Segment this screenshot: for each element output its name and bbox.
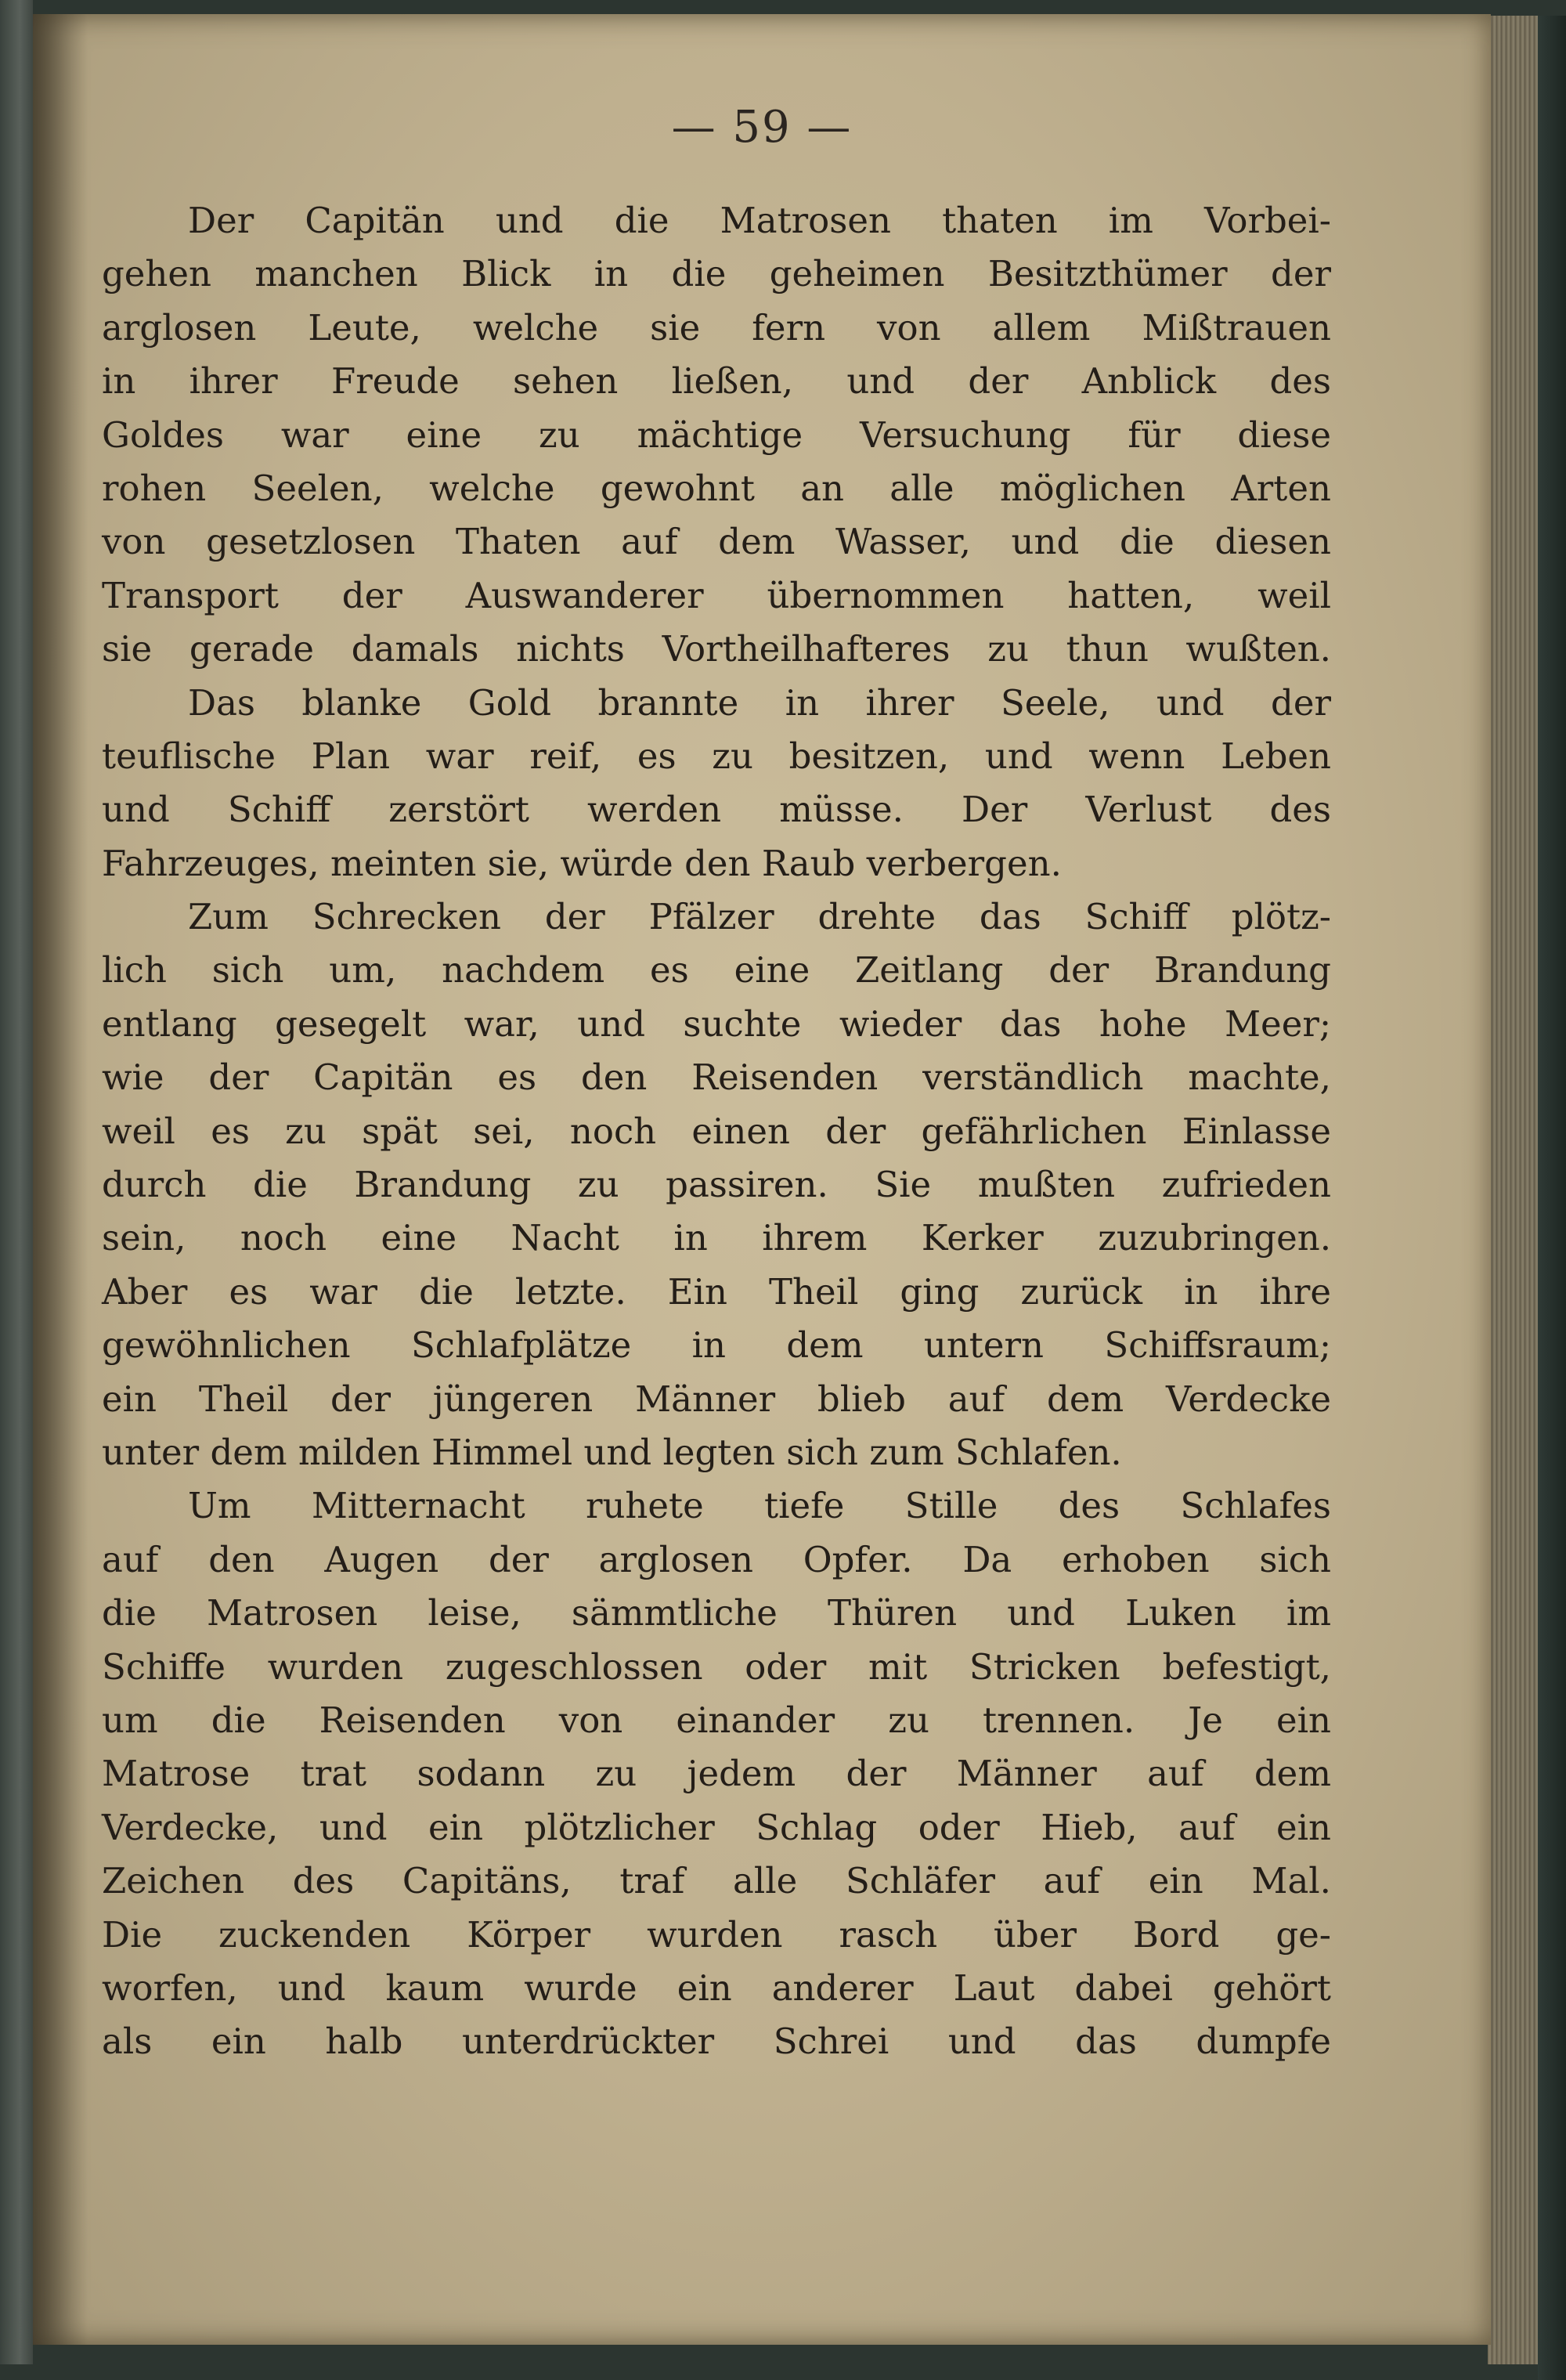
text-line: Schiffe wurden zugeschlossen oder mit Stricken befestigt, bbox=[102, 1645, 1331, 1688]
text-line: unter dem milden Himmel und legten sich zum Schlafen. bbox=[102, 1431, 1122, 1473]
text-line: worfen, und kaum wurde ein anderer Laut dabei gehört bbox=[102, 1966, 1331, 2009]
text-line: gehen manchen Blick in die geheimen Besitzthümer der bbox=[102, 253, 1331, 295]
text-line: arglosen Leute, welche sie fern von allem Mißtrauen bbox=[102, 306, 1331, 349]
book-cover-right bbox=[1538, 16, 1566, 2380]
text-line: von gesetzlosen Thaten auf dem Wasser, und die diesen bbox=[102, 521, 1331, 563]
text-line: sein, noch eine Nacht in ihrem Kerker zuzubringen. bbox=[102, 1217, 1331, 1259]
text-line: Fahrzeuges, meinten sie, würde den Raub verbergen. bbox=[102, 842, 1062, 884]
text-line: rohen Seelen, welche gewohnt an alle möglichen Arten bbox=[102, 467, 1331, 509]
text-line: teuflische Plan war reif, es zu besitzen, und wenn Leben bbox=[102, 735, 1331, 777]
book-cover-left bbox=[0, 0, 33, 2364]
body-text bbox=[102, 194, 1331, 2069]
text-line: entlang gesegelt war, und suchte wieder das hohe Meer; bbox=[102, 1002, 1331, 1045]
text-line: durch die Brandung zu passiren. Sie mußten zufrieden bbox=[102, 1164, 1331, 1206]
page-number: — 59 — bbox=[671, 102, 853, 153]
text-line: und Schiff zerstört werden müsse. Der Verlust des bbox=[102, 789, 1331, 831]
text-line: Die zuckenden Körper wurden rasch über Bord ge- bbox=[102, 1913, 1331, 1956]
text-line: die Matrosen leise, sämmtliche Thüren und Luken im bbox=[102, 1592, 1331, 1634]
gutter-shadow bbox=[33, 14, 88, 2345]
text-line: gewöhnlichen Schlafplätze in dem untern Schiffsraum; bbox=[102, 1324, 1331, 1367]
text-line: Um Mitternacht ruhete tiefe Stille des Schlafes bbox=[188, 1485, 1331, 1527]
text-line: wie der Capitän es den Reisenden verständlich machte, bbox=[102, 1056, 1331, 1099]
text-line: lich sich um, nachdem es eine Zeitlang der Brandung bbox=[102, 949, 1331, 991]
text-line: Aber es war die letzte. Ein Theil ging zurück in ihre bbox=[102, 1270, 1331, 1313]
text-line: Zum Schrecken der Pfälzer drehte das Schiff plötz- bbox=[188, 896, 1331, 938]
text-line: Transport der Auswanderer übernommen hatten, weil bbox=[102, 574, 1331, 616]
text-line: Das blanke Gold brannte in ihrer Seele, und der bbox=[188, 681, 1331, 724]
book-page bbox=[33, 14, 1491, 2345]
text-line: weil es zu spät sei, noch einen der gefährlichen Einlasse bbox=[102, 1110, 1331, 1152]
text-line: Goldes war eine zu mächtige Versuchung für diese bbox=[102, 414, 1331, 456]
text-line: Zeichen des Capitäns, traf alle Schläfer auf ein Mal. bbox=[102, 1860, 1331, 1902]
page-edges bbox=[1488, 16, 1566, 2364]
text-line: Verdecke, und ein plötzlicher Schlag oder Hieb, auf ein bbox=[102, 1806, 1331, 1848]
text-line: um die Reisenden von einander zu trennen. Je ein bbox=[102, 1699, 1331, 1741]
text-line: ein Theil der jüngeren Männer blieb auf dem Verdecke bbox=[102, 1378, 1331, 1420]
text-line: in ihrer Freude sehen ließen, und der Anblick des bbox=[102, 360, 1331, 403]
text-line: Matrose trat sodann zu jedem der Männer auf dem bbox=[102, 1753, 1331, 1795]
text-line: auf den Augen der arglosen Opfer. Da erhoben sich bbox=[102, 1538, 1331, 1580]
text-line: Der Capitän und die Matrosen thaten im Vorbei- bbox=[188, 200, 1331, 241]
text-line: als ein halb unterdrückter Schrei und das dumpfe bbox=[102, 2021, 1331, 2063]
text-line: sie gerade damals nichts Vortheilhafteres zu thun wußten. bbox=[102, 628, 1331, 670]
